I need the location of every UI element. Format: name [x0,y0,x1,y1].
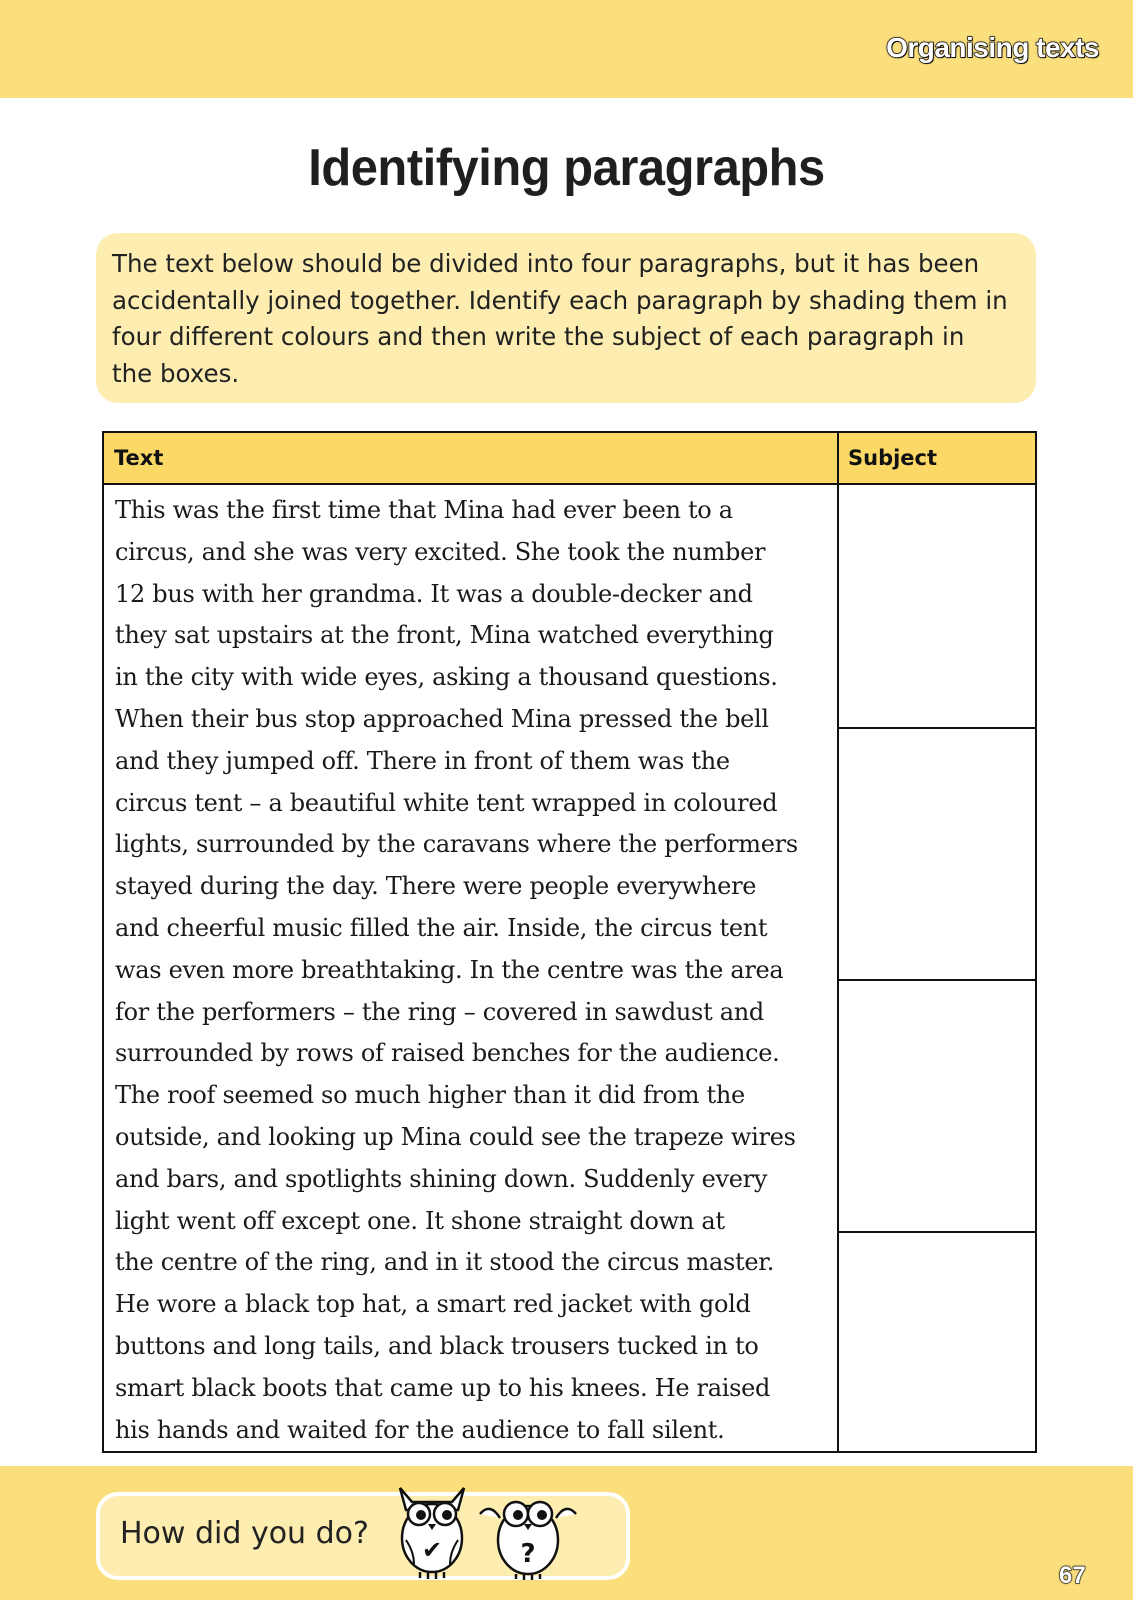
table-header-row [104,433,1035,485]
passage-line: outside, and looking up Mina could see the trapeze wires [115,1122,796,1151]
owl-check-icon[interactable] [392,1480,472,1580]
passage-line: smart black boots that came up to his knees. He raised [115,1373,771,1402]
passage-line: surrounded by rows of raised benches for the audience. [115,1039,780,1068]
subject-box-1[interactable] [839,485,1035,727]
owl-check-mark: ✔ [421,1536,443,1564]
subject-box-4[interactable] [839,1233,1035,1451]
passage-line: stayed during the day. There were people everywhere [115,872,757,901]
passage-line: and bars, and spotlights shining down. Suddenly every [115,1164,768,1193]
passage-line: and they jumped off. There in front of them was the [115,746,730,775]
passage-line: lights, surrounded by the caravans where the performers [115,830,798,859]
page-number: 67 [1059,1562,1086,1589]
instructions-box [96,233,1036,403]
header-text: Text [114,446,164,470]
passage-line: in the city with wide eyes, asking a thousand questions. [115,663,778,692]
passage-line: buttons and long tails, and black trousers tucked in to [115,1331,759,1360]
passage-line: He wore a black top hat, a smart red jacket with gold [115,1290,751,1319]
passage-line: When their bus stop approached Mina pressed the bell [115,704,769,733]
passage-line: and cheerful music filled the air. Inside, the circus tent [115,913,768,942]
instruction-line: The text below should be divided into four paragraphs, but it has been [112,249,980,278]
instruction-line: four different colours and then write the subject of each paragraph in [112,322,965,351]
header-subject: Subject [848,446,938,470]
passage-line: This was the first time that Mina had ever been to a [115,496,733,524]
instruction-line: accidentally joined together. Identify each paragraph by shading them in [112,285,1008,315]
passage-line: was even more breathtaking. In the centre was the area [115,955,784,984]
passage-line: they sat upstairs at the front, Mina watched everything [115,621,774,650]
passage-line: the centre of the ring, and in it stood the circus master. [115,1248,775,1277]
passage-text[interactable] [115,490,837,1451]
passage-line: circus, and she was very excited. She took the number [115,537,766,566]
instruction-line: the boxes. [112,358,240,388]
passage-line: light went off except one. It shone straight down at [115,1206,725,1235]
page-title: Identifying paragraphs [308,139,825,197]
passage-line: The roof seemed so much higher than it did from the [115,1081,745,1110]
owl-question-icon[interactable] [476,1484,580,1580]
review-prompt: How did you do? [120,1516,369,1551]
worksheet-table [102,431,1037,1453]
subject-box-3[interactable] [839,981,1035,1231]
passage-line: 12 bus with her grandma. It was a double-decker and [115,579,753,608]
section-label: Organising texts [886,32,1099,63]
passage-line: for the performers – the ring – covered in sawdust and [115,997,764,1026]
subject-box-2[interactable] [839,729,1035,979]
owl-question-mark: ? [520,1539,536,1569]
passage-line: his hands and waited for the audience to fall silent. [115,1415,725,1444]
passage-line: circus tent – a beautiful white tent wrapped in coloured [115,788,778,817]
